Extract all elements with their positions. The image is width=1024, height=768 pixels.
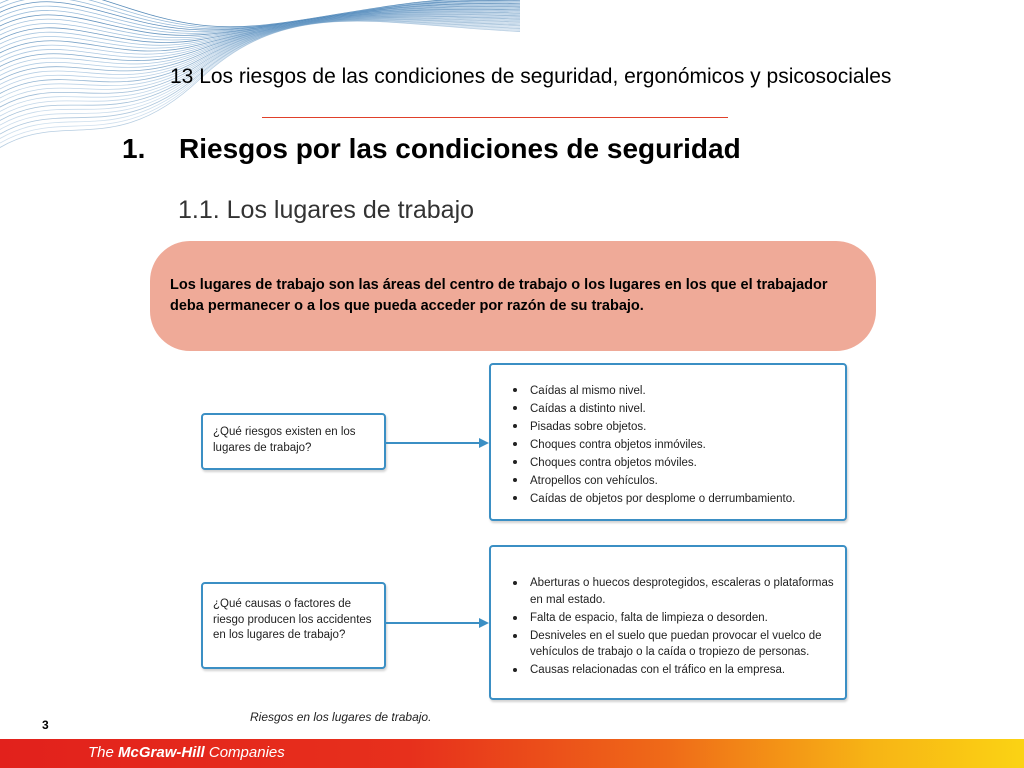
chapter-title: 13 Los riesgos de las condiciones de seguridad, ergonómicos y psicosociales: [170, 65, 892, 88]
question-causes-text: ¿Qué causas o factores de riesgo producen los accidentes en los lugares de trabajo?: [213, 598, 372, 641]
question-box-risks: [201, 413, 386, 470]
figure-caption: Riesgos en los lugares de trabajo.: [250, 710, 432, 724]
list-item: Aberturas o huecos desprotegidos, escaleras o plataformas en mal estado.: [519, 575, 835, 608]
list-item: Choques contra objetos móviles.: [519, 454, 835, 472]
arrow-right-icon: [386, 616, 490, 630]
logo-suffix: Companies: [204, 744, 285, 761]
list-item: Caídas al mismo nivel.: [519, 382, 835, 400]
section-number: 1.: [122, 133, 146, 164]
logo-prefix: The: [88, 744, 119, 761]
section-heading: [122, 133, 741, 165]
list-item: Causas relacionadas con el tráfico en la empresa.: [519, 662, 835, 679]
page-number: 3: [42, 718, 49, 732]
list-item: Pisadas sobre objetos.: [519, 418, 835, 436]
logo-brand: McGraw-Hill: [118, 744, 205, 761]
causes-list: [501, 575, 835, 679]
subsection-heading: 1.1. Los lugares de trabajo: [178, 196, 475, 224]
question-risks-text: ¿Qué riesgos existen en los lugares de trabajo?: [213, 426, 356, 454]
section-title: Riesgos por las condiciones de seguridad: [179, 133, 741, 164]
list-item: Caídas de objetos por desplome o derrumbamiento.: [519, 490, 835, 508]
title-underline: [262, 117, 728, 118]
list-item: Falta de espacio, falta de limpieza o desorden.: [519, 610, 835, 627]
definition-text: Los lugares de trabajo son las áreas del centro de trabajo o los lugares en los que el trabajador deba permanecer o a los que pueda acceder por razón de su trabajo.: [170, 277, 828, 314]
answer-box-risks: [489, 363, 847, 521]
list-item: Choques contra objetos inmóviles.: [519, 436, 835, 454]
list-item: Caídas a distinto nivel.: [519, 400, 835, 418]
answer-box-causes: [489, 545, 847, 700]
arrow-right-icon: [386, 436, 490, 450]
footer-bar: [0, 739, 1024, 768]
list-item: Desniveles en el suelo que puedan provocar el vuelco de vehículos de trabajo o la caída o tropiezo de personas.: [519, 628, 835, 661]
risks-list: [501, 382, 835, 508]
question-box-causes: [201, 582, 386, 669]
publisher-logo: [88, 744, 285, 761]
list-item: Atropellos con vehículos.: [519, 472, 835, 490]
definition-box: [150, 241, 876, 351]
